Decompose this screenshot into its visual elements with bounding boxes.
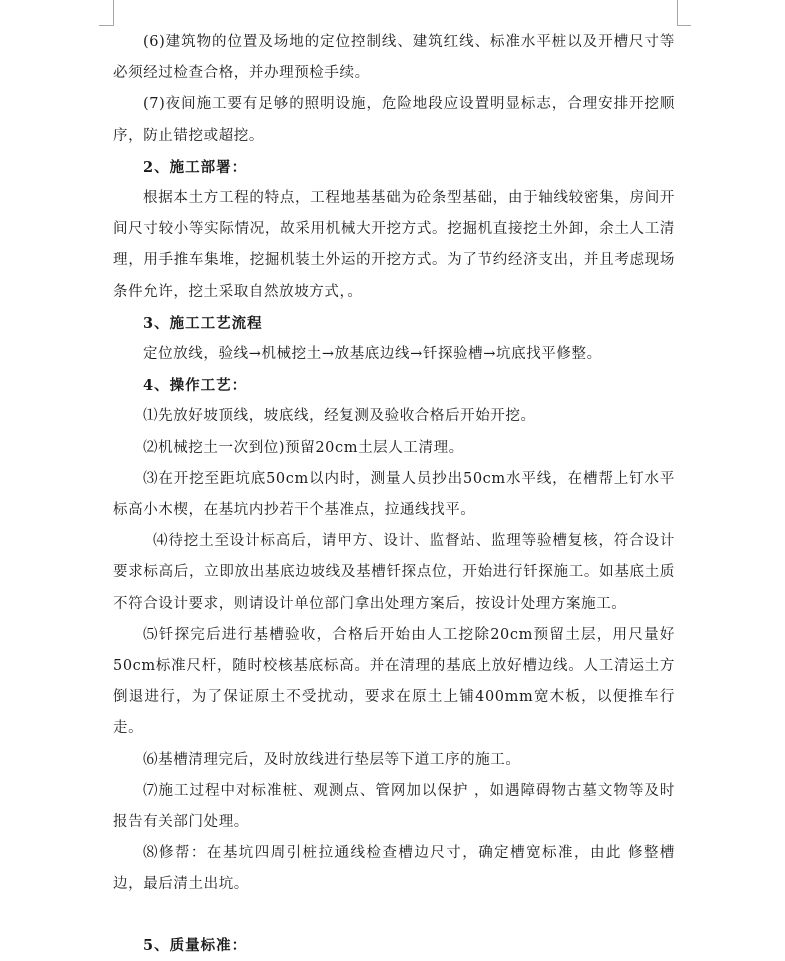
paragraph: ⑺施工过程中对标准桩、观测点、管网加以保护 ，如遇障碍物古墓文物等及时报告有关部门处理。 [113,782,675,831]
section-heading: 2、施工部署： [143,158,248,176]
section-heading-cut: 5、质量标准： [143,937,248,954]
paragraph: ⑷待挖土至设计标高后，请甲方、设计、监督站、监理等验槽复核，符合设计要求标高后，立即放出基底边坡线及基槽钎探点位，开始进行钎探施工。如基底土质不符合设计要求，则请设计单位部门拿出处理方案后，按设计处理方案施工。 [113,533,675,612]
paragraph: (7)夜间施工要有足够的照明设施，危险地段应设置明显标志，合理安排开挖顺序，防止错挖或超挖。 [113,96,675,144]
paragraph: ⑸钎探完后进行基槽验收，合格后开始由人工挖除20cm预留土层，用尺量好50cm标准尺杆，随时校核基底标高。并在清理的基底上放好槽边线。人工清运土方倒退进行，为了保证原土不受扰动，要求在原土上铺400mm宽木板，以便推车行走。 [113,626,675,737]
crop-mark-right [677,0,678,26]
paragraph: 定位放线，验线→机械挖土→放基底边线→钎探验槽→坑底找平修整。 [143,346,602,363]
section-heading: 3、施工工艺流程 [143,314,263,332]
paragraph: ⑴先放好坡顶线，坡底线，经复测及验收合格后开始开挖。 [143,408,536,425]
document-body [113,27,675,901]
paragraph: ⑶在开挖至距坑底50cm以内时，测量人员抄出50cm水平线，在槽帮上钉水平标高小木楔，在基坑内抄若干个基准点，拉通线找平。 [113,470,675,519]
paragraph: (6)建筑物的位置及场地的定位控制线、建筑红线、标准水平桩以及开槽尺寸等必须经过检查合格，并办理预检手续。 [113,34,675,82]
paragraph: ⑻修帮：在基坑四周引桩拉通线检查槽边尺寸，确定槽宽标准，由此 修整槽边，最后清土出坑。 [113,845,675,893]
paragraph: 根据本土方工程的特点，工程地基基础为砼条型基础，由于轴线较密集，房间开间尺寸较小等实际情况，故采用机械大开挖方式。挖掘机直接挖土外卸，余土人工清理，用手推车集堆，挖掘机装土外运的开挖方式。为了节约经济支出，并且考虑现场条件允许，挖土采取自然放坡方式，。 [113,190,675,300]
paragraph: ⑹基槽清理完后，及时放线进行垫层等下道工序的施工。 [143,751,521,768]
crop-mark-right-h [677,25,691,26]
paragraph: ⑵机械挖土一次到位)预留20cm土层人工清理。 [143,439,464,456]
crop-mark-left-h [99,25,113,26]
crop-mark-left [113,0,114,26]
section-heading: 4、操作工艺： [143,377,248,395]
